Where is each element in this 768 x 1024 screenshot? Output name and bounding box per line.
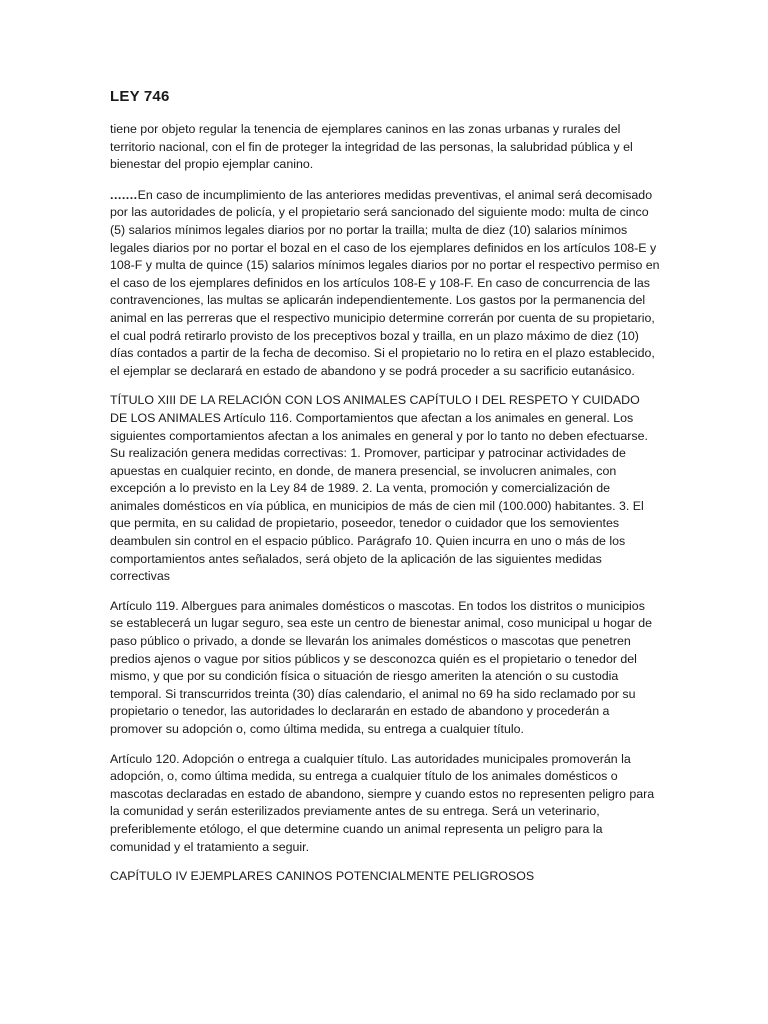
paragraph-titulo-xiii: TÍTULO XIII DE LA RELACIÓN CON LOS ANIMALES CAPÍTULO I DEL RESPETO Y CUIDADO DE LOS ANIMALES Artículo 116. Comportamientos que afectan a los animales en general. Los siguientes comportamientos afectan a los animales en general y por lo tanto no deben efectuarse. Su realización genera medidas correctivas: 1. Promover, participar y patrocinar actividades de apuestas en cualquier recinto, en donde, de manera presencial, se involucren animales, con excepción a lo previsto en la Ley 84 de 1989. 2. La venta, promoción y comercialización de animales domésticos en vía pública, en municipios de más de cien mil (100.000) habitantes. 3. El que permita, en su calidad de propietario, poseedor, tenedor o cuidador que los semovientes deambulen sin control en el espacio público. Parágrafo 10. Quien incurra en uno o más de los comportamientos antes señalados, será objeto de la aplicación de las siguientes medidas correctivas [110,393,648,584]
document-title: LEY 746 [110,88,170,105]
paragraph-intro: tiene por objeto regular la tenencia de ejemplares caninos en las zonas urbanas y rurales del territorio nacional, con el fin de proteger la integridad de las personas, la salubridad pública y el bienestar del propio ejemplar canino. [110,122,633,172]
section-heading-capitulo-iv: CAPÍTULO IV EJEMPLARES CANINOS POTENCIALMENTE PELIGROSOS [110,869,535,884]
paragraph-articulo-120: Artículo 120. Adopción o entrega a cualquier título. Las autoridades municipales promoverán la adopción, o, como última medida, su entrega a cualquier título de los animales domésticos o mascotas declaradas en estado de abandono, siempre y cuando estos no representen peligro para la comunidad y serán esterilizados previamente antes de su entrega. Será un veterinario, preferiblemente etólogo, el que determine cuando un animal representa un peligro para la comunidad y el tratamiento a seguir. [110,751,655,854]
ellipsis-marker: ....... [110,187,138,202]
paragraph-articulo-119: Artículo 119. Albergues para animales domésticos o mascotas. En todos los distritos o municipios se establecerá un lugar seguro, sea este un centro de bienestar animal, coso municipal u hogar de paso público o privado, a donde se llevarán los animales domésticos o mascotas que penetren predios ajenos o vague por sitios públicos y se desconozca quién es el propietario o tenedor del mismo, y que por su condición física o situación de riesgo ameriten la atención o su custodia temporal. Si transcurridos treinta (30) días calendario, el animal no 69 ha sido reclamado por su propietario o tenedor, las autoridades lo declararán en estado de abandono y procederán a promover su adopción o, como última medida, su entrega a cualquier título. [110,598,653,736]
paragraph-sanctions [110,187,660,381]
paragraph-sanctions-text: En caso de incumplimiento de las anteriores medidas preventivas, el animal será decomisado por las autoridades de policía, y el propietario será sancionado del siguiente modo: multa de cinco (5) salarios mínimos legales diarios por no portar la trailla; multa de diez (10) salarios mínimos legales diarios por no portar el bozal en el caso de los ejemplares definidos en los artículos 108-E y 108-F y multa de quince (15) salarios mínimos legales diarios por no portar el respectivo permiso en el caso de los ejemplares definidos en los artículos 108-E y 108-F. En caso de concurrencia de las contravenciones, las multas se aplicarán independientemente. Los gastos por la permanencia del animal en las perreras que el respectivo municipio determine correrán por cuenta de su propietario, el cual podrá retirarlo provisto de los preceptivos bozal y trailla, en un plazo máximo de diez (10) días contados a partir de la fecha de decomiso. Si el propietario no lo retira en el plazo establecido, el ejemplar se declarará en estado de abandono y se podrá proceder a su sacrificio eutanásico. [110,187,660,378]
document-page [110,88,660,886]
